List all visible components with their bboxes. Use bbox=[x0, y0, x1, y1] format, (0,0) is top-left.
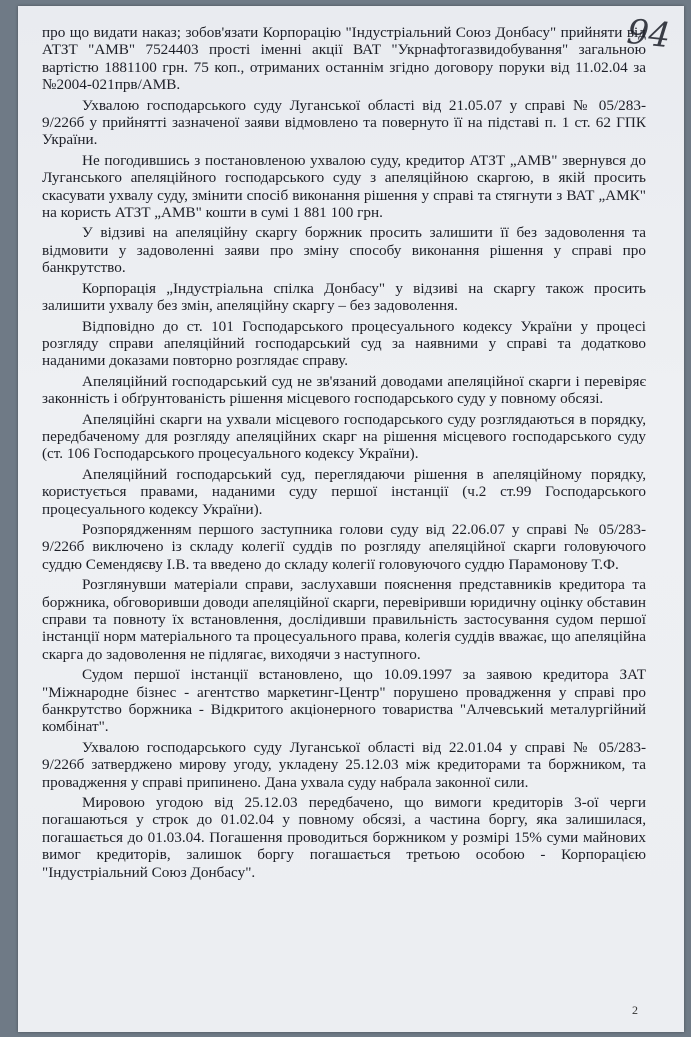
paragraph: Ухвалою господарського суду Луганської області від 21.05.07 у справі № 05/283-9/226б у прийнятті зазначеної заяви відмовлено та повернуто її на підставі п. 1 ст. 62 ГПК України. bbox=[42, 96, 646, 149]
paragraph: Корпорація „Індустріальна спілка Донбасу" у відзиві на скаргу також просить залишити ухвалу без змін, апеляційну скаргу – без задоволення. bbox=[42, 279, 646, 315]
paragraph: Мировою угодою від 25.12.03 передбачено, що вимоги кредиторів 3-ої черги погашаються у строк до 01.02.04 у повному обсязі, а частина боргу, яка залишилася, погашається до 01.03.04. Погашення проводиться боржником у розмірі 15% суми майнових вимог кредиторів, залишок боргу погашається третьою особою - Корпорацією "Індустріальний Союз Донбасу". bbox=[42, 794, 646, 881]
paragraph: Апеляційний господарський суд, переглядаючи рішення в апеляційному порядку, користується правами, наданими суду першої інстанції (ч.2 ст.99 Господарського процесуального кодексу України). bbox=[42, 465, 646, 518]
paragraph: Апеляційні скарги на ухвали місцевого господарського суду розглядаються в порядку, передбаченому для розгляду апеляційних скарг на рішення місцевого господарського суду (ст. 106 Господарського процесуального кодексу України). bbox=[42, 410, 646, 463]
handwritten-folio-number: 94 bbox=[624, 11, 672, 57]
paragraph: Судом першої інстанції встановлено, що 10.09.1997 за заявою кредитора ЗАТ "Міжнародне бізнес - агентство маркетинг-Центр" порушено провадження у справі про банкрутство боржника - Відкритого акціонерного товариства "Алчевський металургійний комбінат". bbox=[42, 666, 646, 736]
paragraph: Розпорядженням першого заступника голови суду від 22.06.07 у справі № 05/283-9/226б виключено із складу колегії суддів по розгляду апеляційної скарги головуючого суддю Семендяєву І.В. та введено до складу колегії головуючого суддю Парамонову Т.Ф. bbox=[42, 520, 646, 573]
document-page bbox=[18, 6, 684, 1032]
paragraph: Не погодившись з постановленою ухвалою суду, кредитор АТЗТ „АМВ" звернувся до Луганського апеляційного господарського суду з апеляційною скаргою, в якій просить скасувати ухвалу суду, змінити спосіб виконання рішення у справі та стягнути з ВАТ „АМК" на користь АТЗТ „АМВ" кошти в сумі 1 881 100 грн. bbox=[42, 151, 646, 222]
paragraph: Ухвалою господарського суду Луганської області від 22.01.04 у справі № 05/283-9/226б затверджено мирову угоду, укладену 25.12.03 між кредиторами та боржником, та провадження у справі припинено. Дана ухвала суду набрала законної сили. bbox=[42, 738, 646, 791]
paragraph: Відповідно до ст. 101 Господарського процесуального кодексу України у процесі розгляду справи апеляційний господарський суд за наявними у справі та додатково наданими доказами повторно розглядає справу. bbox=[42, 317, 646, 370]
paragraph: Розглянувши матеріали справи, заслухавши пояснення представників кредитора та боржника, обговоривши доводи апеляційної скарги, перевіривши юридичну оцінку обставин справи та повноту їх встановлення, дослідивши правильність застосування судом першої інстанції норм матеріального та процесуального права, колегія суддів вважає, що апеляційна скарга до задоволення не підлягає, виходячи з наступного. bbox=[42, 576, 646, 663]
paragraph: У відзиві на апеляційну скаргу боржник просить залишити її без задоволення та відмовити у задоволенні заяви про зміну способу виконання рішення у справі про банкрутство. bbox=[42, 224, 646, 277]
paragraph: про що видати наказ; зобов'язати Корпорацію "Індустріальний Союз Донбасу" прийняти від АТЗТ "АМВ" 7524403 прості іменні акції ВАТ "Укрнафтогазвидобування" загальною вартістю 1881100 грн. 75 коп., отриманих останнім згідно договору поруки від 11.02.04 за №2004-021прв/АМВ. bbox=[42, 24, 646, 94]
page-number: 2 bbox=[632, 1003, 638, 1017]
document-body bbox=[42, 24, 646, 884]
paragraph: Апеляційний господарський суд не зв'язаний доводами апеляційної скарги і перевіряє законність і обґрунтованість рішення місцевого господарського суду у повному обсязі. bbox=[42, 372, 646, 408]
